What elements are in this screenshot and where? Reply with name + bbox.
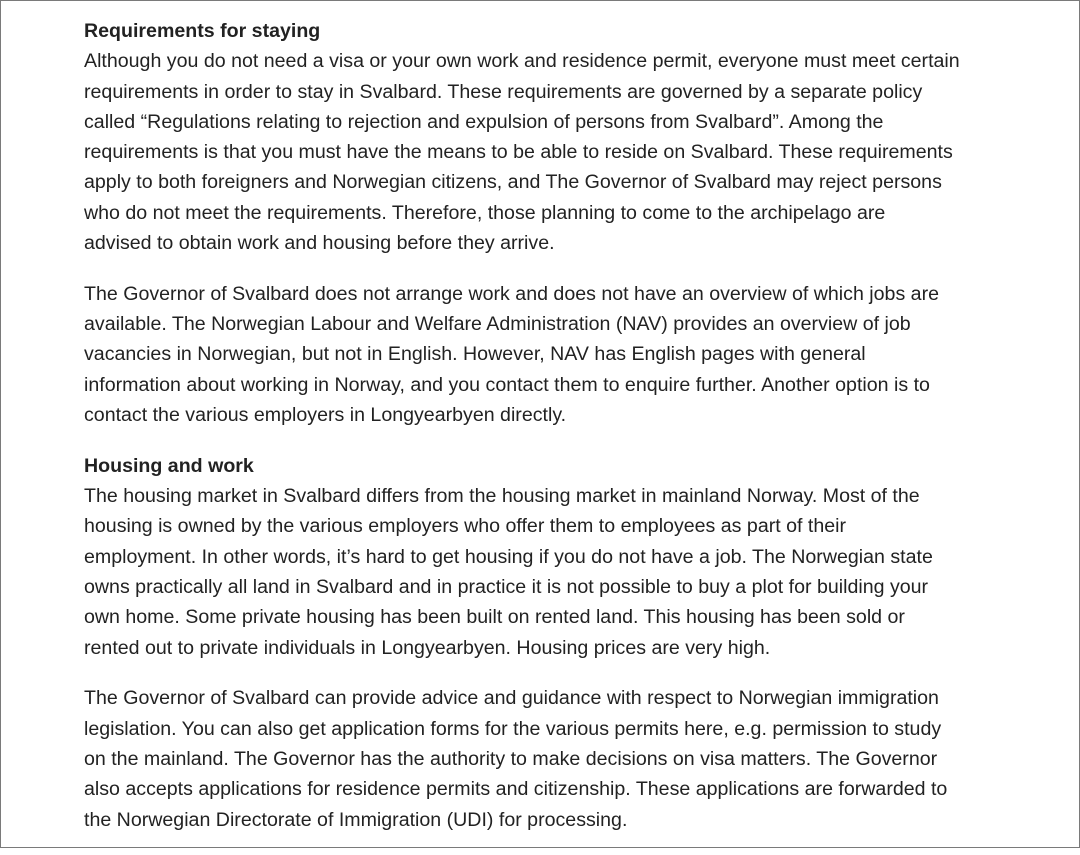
text-line: requirements in order to stay in Svalbard. These requirements are governed by a separate policy bbox=[84, 80, 923, 103]
document bbox=[84, 16, 960, 855]
text-line: also accepts applications for residence permits and citizenship. These applications are forwarded to bbox=[84, 778, 948, 801]
text-line: Although you do not need a visa or your own work and residence permit, everyone must meet certain bbox=[84, 50, 960, 73]
text-line: The Governor of Svalbard can provide advice and guidance with respect to Norwegian immigration bbox=[84, 687, 939, 710]
paragraph bbox=[84, 46, 960, 258]
text-line: on the mainland. The Governor has the authority to make decisions on visa matters. The Governor bbox=[84, 748, 938, 771]
text-line: requirements is that you must have the means to be able to reside on Svalbard. These requirements bbox=[84, 141, 953, 164]
text-line: legislation. You can also get application forms for the various permits here, e.g. permission to study bbox=[84, 717, 942, 740]
text-line: The Governor of Svalbard does not arrange work and does not have an overview of which jobs are bbox=[84, 282, 939, 305]
section bbox=[84, 16, 960, 430]
paragraph bbox=[84, 683, 960, 834]
section-heading: Requirements for staying bbox=[84, 20, 321, 42]
text-line: housing is owned by the various employers who offer them to employees as part of their bbox=[84, 515, 847, 538]
text-line: apply to both foreigners and Norwegian citizens, and The Governor of Svalbard may reject persons bbox=[84, 171, 942, 194]
text-line: advised to obtain work and housing before they arrive. bbox=[84, 232, 555, 255]
text-line: owns practically all land in Svalbard and in practice it is not possible to buy a plot for building your bbox=[84, 576, 929, 599]
paragraph bbox=[84, 279, 960, 430]
text-line: the Norwegian Directorate of Immigration (UDI) for processing. bbox=[84, 808, 628, 831]
text-line: own home. Some private housing has been built on rented land. This housing has been sold or bbox=[84, 606, 905, 629]
section bbox=[84, 451, 960, 835]
section-heading: Housing and work bbox=[84, 454, 254, 477]
text-line: called “Regulations relating to rejection and expulsion of persons from Svalbard”. Among the bbox=[84, 110, 884, 133]
paragraph bbox=[84, 481, 960, 663]
text-line: vacancies in Norwegian, but not in English. However, NAV has English pages with general bbox=[84, 343, 866, 366]
text-line: The housing market in Svalbard differs from the housing market in mainland Norway. Most of the bbox=[84, 485, 920, 508]
text-line: rented out to private individuals in Longyearbyen. Housing prices are very high. bbox=[84, 636, 771, 659]
text-line: employment. In other words, it’s hard to get housing if you do not have a job. The Norwegian state bbox=[84, 545, 933, 568]
text-line: who do not meet the requirements. Therefore, those planning to come to the archipelago are bbox=[84, 201, 886, 224]
text-line: information about working in Norway, and you contact them to enquire further. Another option is to bbox=[84, 373, 930, 396]
text-line: available. The Norwegian Labour and Welfare Administration (NAV) provides an overview of job bbox=[84, 313, 911, 336]
text-line: contact the various employers in Longyearbyen directly. bbox=[84, 404, 567, 427]
